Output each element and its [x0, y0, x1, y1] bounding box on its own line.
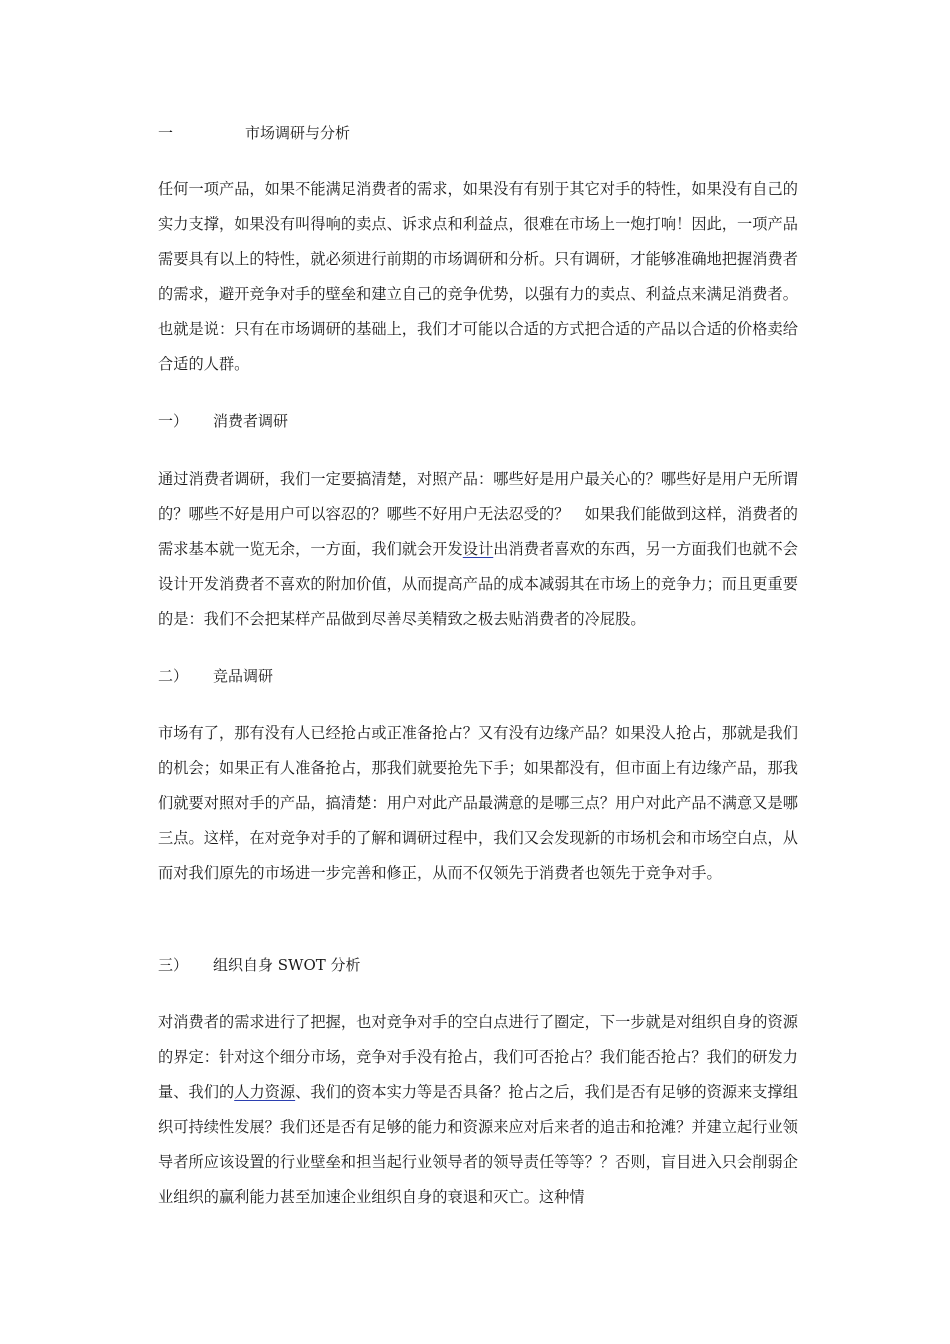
- section-number: 二）: [158, 667, 189, 685]
- paragraph-text: 出消费者喜欢的东西，另一方面我们也就不会设计开发消费者不喜欢的附加价值，从而提高产品的成本减弱其在市场上的竞争力；而且更重要的是：我们不会把某样产品做到尽善尽美精致之极去贴消费者的冷屁股。: [158, 540, 799, 628]
- section-heading-3: [158, 666, 274, 686]
- paragraph-text: 对消费者的需求进行了把握，也对竞争对手的空白点进行了圈定，下一步就是对组织自身的资源的界定：针对这个细分市场，竞争对手没有抢占，我们可否抢占？我们能否抢占？我们的研发力量、我们的: [158, 1013, 798, 1101]
- section-number: 一: [158, 124, 174, 142]
- section-paragraph-4: [158, 1005, 798, 1215]
- paragraph-text: 通过消费者调研，我们一定要搞清楚，对照产品：哪些好是用户最关心的？哪些好是用户无所谓的？哪些不好是用户可以容忍的？哪些不好用户无法忍受的？ 如果我们能做到这样，消费者的需求基本就一览无余，一方面，我们就会开发: [158, 470, 798, 558]
- section-number: 一）: [158, 412, 189, 430]
- paragraph-text: 任何一项产品，如果不能满足消费者的需求，如果没有有别于其它对手的特性，如果没有自己的实力支撑，如果没有叫得响的卖点、诉求点和利益点，很难在市场上一炮打响！因此，一项产品需要具有以上的特性，就必须进行前期的市场调研和分析。只有调研，才能够准确地把握消费者的需求，避开竞争对手的壁垒和建立自己的竞争优势，以强有力的卖点、利益点来满足消费者。也就是说：只有在市场调研的基础上，我们才可能以合适的方式把合适的产品以合适的价格卖给合适的人群。: [158, 180, 798, 373]
- section-paragraph-2: [158, 462, 798, 637]
- section-paragraph-3: [158, 716, 798, 891]
- section-title: 竞品调研: [213, 667, 274, 685]
- section-title: 组织自身 SWOT 分析: [213, 956, 361, 974]
- section-heading-4: [158, 955, 361, 975]
- section-title: 消费者调研: [213, 412, 289, 430]
- section-heading-1: [158, 123, 351, 143]
- section-paragraph-1: [158, 172, 798, 382]
- section-title: 市场调研与分析: [245, 124, 351, 142]
- section-heading-2: [158, 411, 289, 431]
- paragraph-text: 市场有了，那有没有人已经抢占或正准备抢占？又有没有边缘产品？如果没人抢占，那就是我们的机会；如果正有人准备抢占，那我们就要抢先下手；如果都没有，但市面上有边缘产品，那我们就要对照对手的产品，搞清楚：用户对此产品最满意的是哪三点？用户对此产品不满意又是哪三点。这样，在对竞争对手的了解和调研过程中，我们又会发现新的市场机会和市场空白点，从而对我们原先的市场进一步完善和修正，从而不仅领先于消费者也领先于竞争对手。: [158, 724, 798, 882]
- paragraph-text: 、我们的资本实力等是否具备？抢占之后，我们是否有足够的资源来支撑组织可持续性发展？我们还是否有足够的能力和资源来应对后来者的追击和抢滩？并建立起行业领导者所应该设置的行业壁垒和担当起行业领导者的领导责任等等？？否则，盲目进入只会削弱企业组织的赢利能力甚至加速企业组织自身的衰退和灭亡。这种情: [158, 1083, 799, 1206]
- design-link[interactable]: 设计: [462, 540, 494, 558]
- human-resources-link[interactable]: 人力资源: [234, 1083, 296, 1101]
- section-number: 三）: [158, 956, 189, 974]
